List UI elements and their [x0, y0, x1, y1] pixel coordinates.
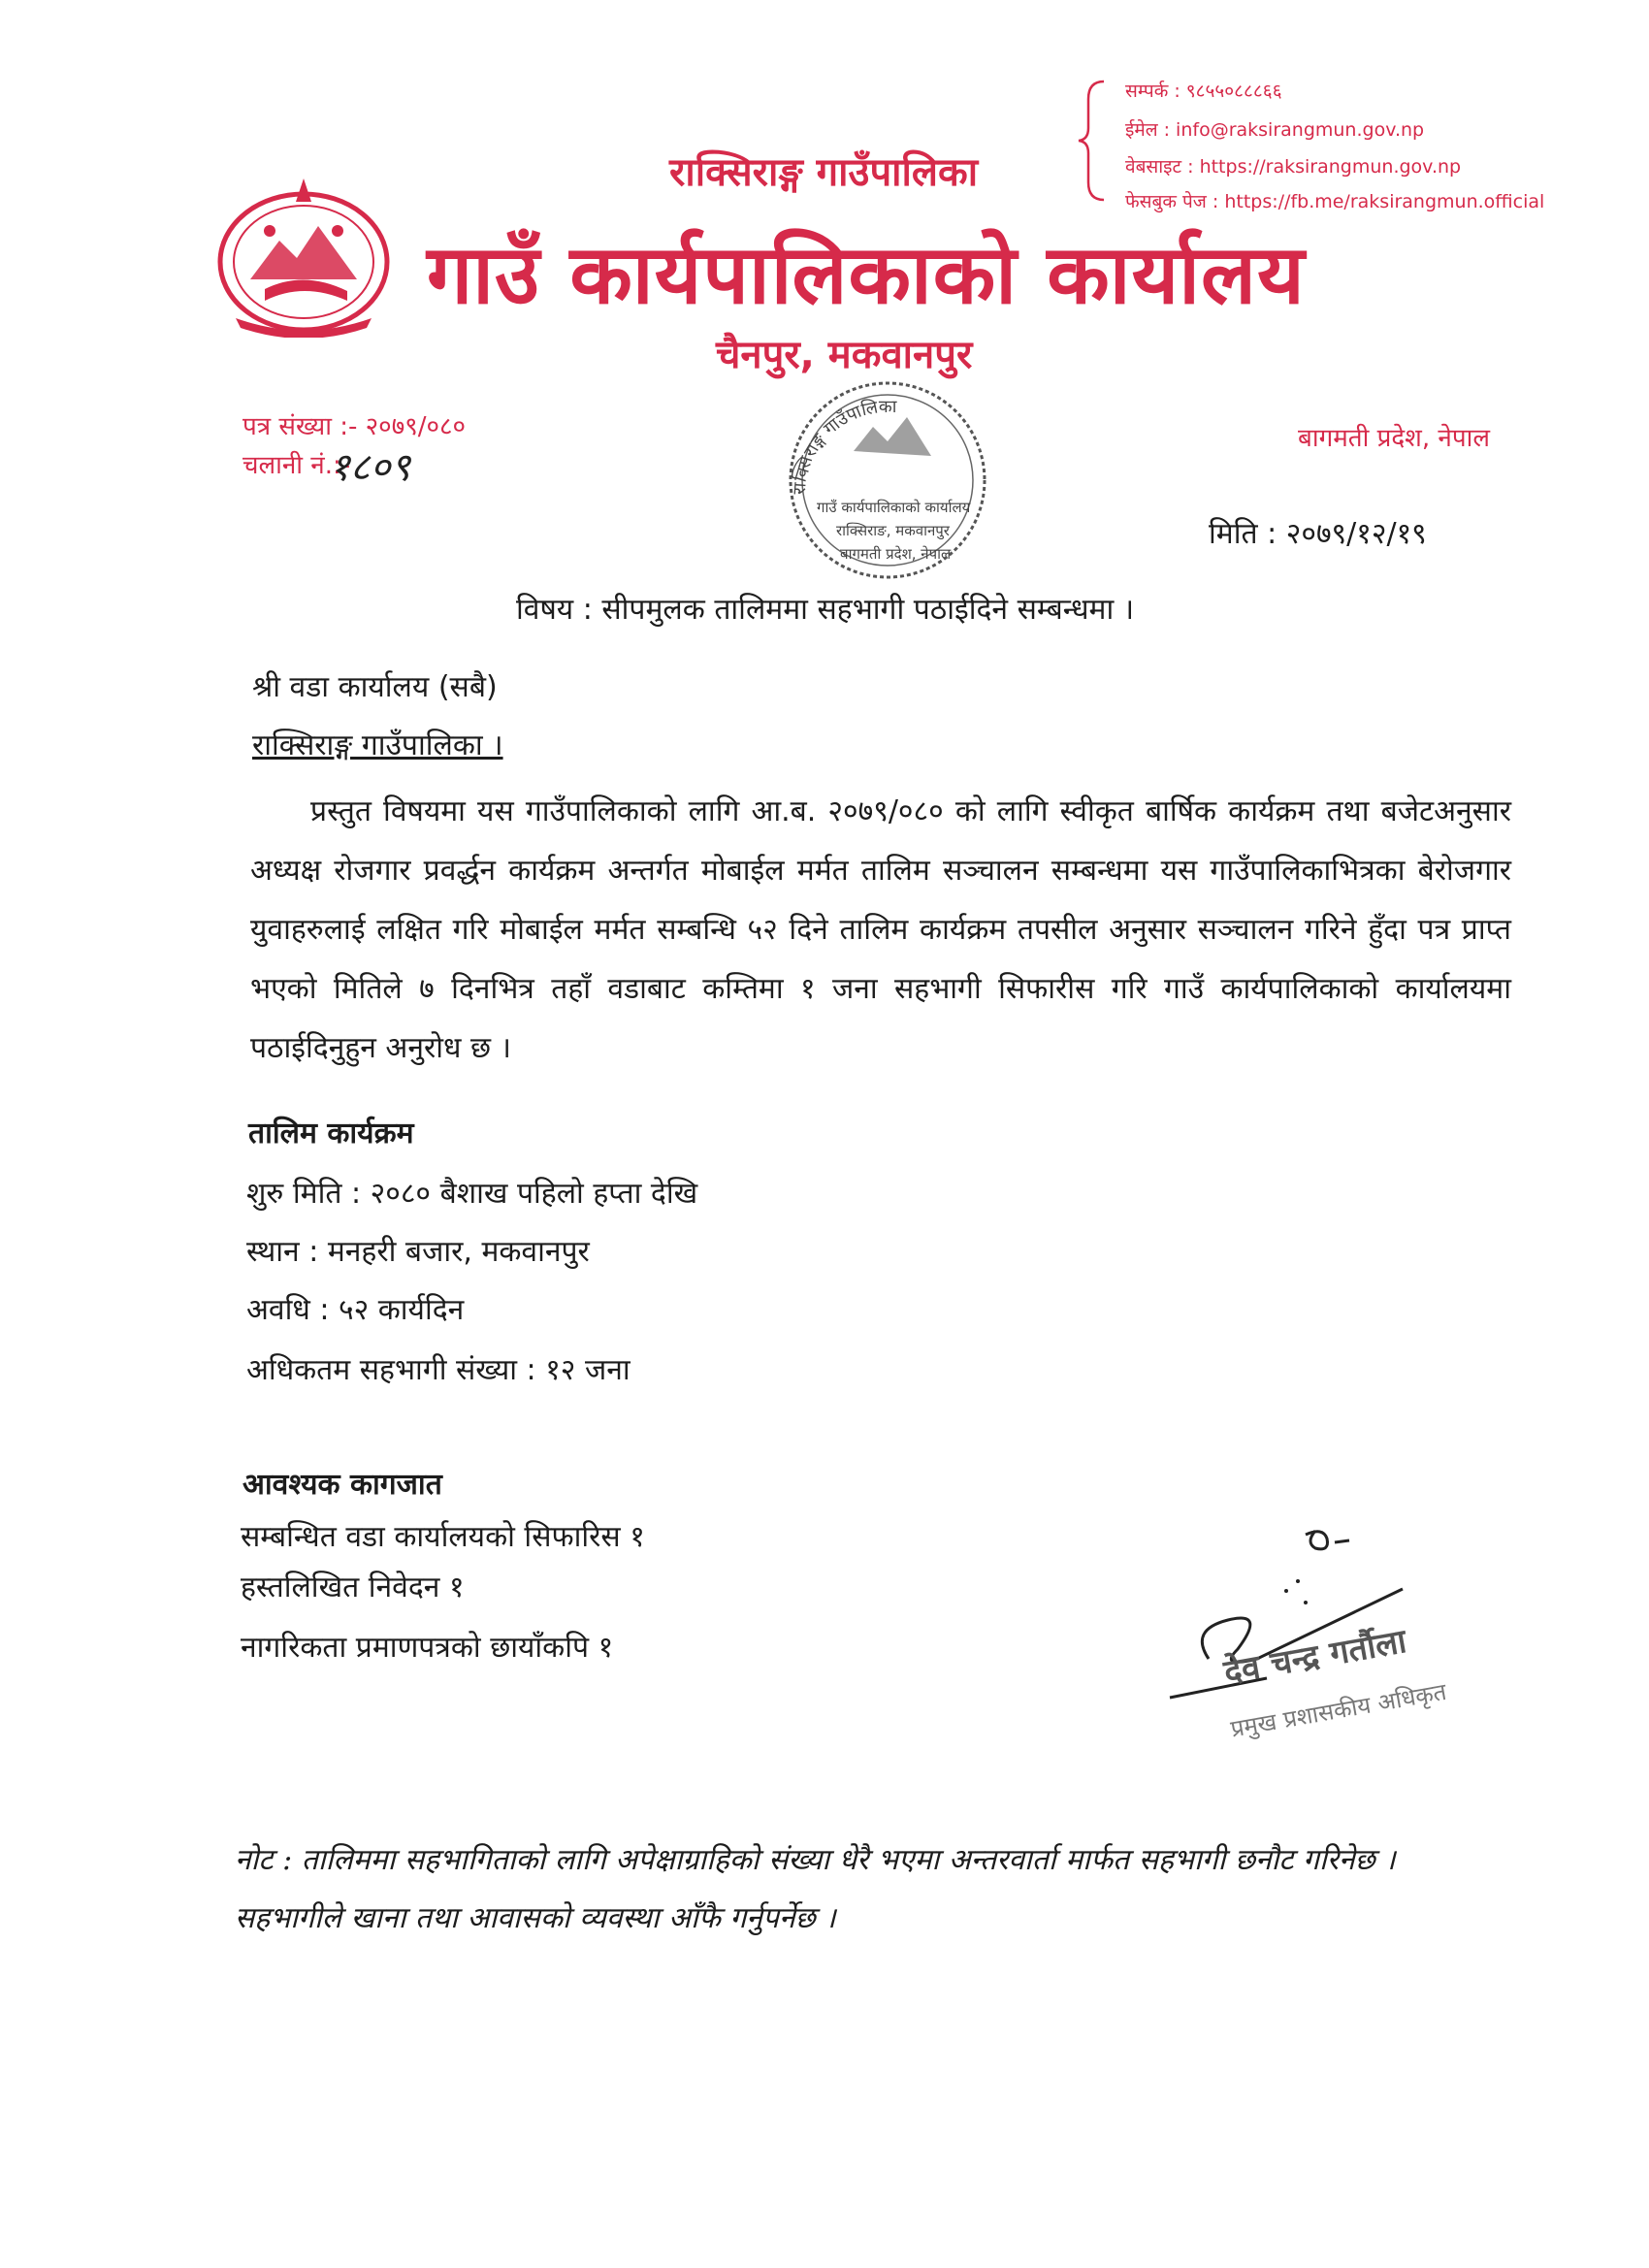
training-duration: अवधि : ५२ कार्यदिन — [246, 1293, 465, 1327]
contact-email: ईमेल : info@raksirangmun.gov.np — [1125, 119, 1425, 141]
province-name: बागमती प्रदेश, नेपाल — [1298, 424, 1490, 453]
signatory-name: देव चन्द्र गर्तौला — [1220, 1621, 1409, 1693]
office-seal-icon — [776, 369, 999, 592]
seal-text-4: बागमती प्रदेश, नेपाल — [840, 545, 952, 563]
municipality-name: राक्सिराङ्ग गाउँपालिका — [669, 150, 979, 195]
seal-text-3: राक्सिराङ, मकवानपुर — [836, 522, 950, 539]
letter-number: पत्र संख्या :- २०७९/०८० — [242, 412, 467, 441]
letter-subject: विषय : सीपमुलक तालिममा सहभागी पठाईदिने सम्बन्धमा । — [516, 593, 1135, 627]
document-item: सम्बन्धित वडा कार्यालयको सिफारिस १ — [241, 1520, 645, 1554]
dispatch-label: चलानी नं.:- — [242, 451, 351, 480]
addressee-line-1: श्री वडा कार्यालय (सबै) — [252, 670, 498, 704]
training-max-participants: अधिकतम सहभागी संख्या : १२ जना — [246, 1353, 630, 1387]
letter-date: मिति : २०७९/१२/१९ — [1209, 517, 1427, 551]
dispatch-number: १८०९ — [330, 445, 411, 490]
seal-text-1: राक्सिराङ्ग गाउँपालिका — [789, 396, 897, 496]
footer-note: नोट : तालिममा सहभागिताको लागि अपेक्षाग्राहिको संख्या धेरै भएमा अन्तरवार्ता मार्फत सहभागी छनौट गरिनेछ । सहभागीले खाना तथा आवासको व्यवस्था आँफै गर्नुपर्नेछ । — [235, 1843, 1396, 1935]
office-title: गाउँ कार्यपालिकाको कार्यालय — [427, 227, 1306, 322]
signatory-title: प्रमुख प्रशासकीय अधिकृत — [1228, 1677, 1449, 1743]
office-location: चैनपुर, मकवानपुर — [716, 333, 973, 377]
documents-heading: आवश्यक कागजात — [242, 1468, 442, 1502]
addressee-line-2: राक्सिराङ्ग गाउँपालिका । — [252, 729, 503, 762]
training-heading: तालिम कार्यक्रम — [248, 1117, 414, 1150]
contact-facebook: फेसबुक पेज : https://fb.me/raksirangmun.official — [1125, 191, 1545, 212]
seal-text-2: गाउँ कार्यपालिकाको कार्यालय — [817, 499, 971, 516]
contact-website: वेबसाइट : https://raksirangmun.gov.np — [1125, 156, 1462, 178]
brace-icon — [1075, 78, 1108, 204]
document-item: नागरिकता प्रमाणपत्रको छायाँकपि १ — [241, 1631, 614, 1665]
contact-phone: सम्पर्क : ९८५५०८८८६६ — [1125, 81, 1282, 102]
training-start-date: शुरु मिति : २०८० बैशाख पहिलो हप्ता देखि — [246, 1177, 698, 1211]
training-place: स्थान : मनहरी बजार, मकवानपुर — [246, 1235, 590, 1269]
document-item: हस्तलिखित निवेदन १ — [241, 1571, 465, 1604]
nepal-emblem-icon — [211, 173, 396, 338]
letter-body: प्रस्तुत विषयमा यस गाउँपालिकाको लागि आ.ब. २०७९/०८० को लागि स्वीकृत बार्षिक कार्यक्रम तथा बजेटअनुसार अध्यक्ष रोजगार प्रवर्द्धन कार्यक्रम अन्तर्गत मोबाईल मर्मत तालिम सञ्चालन सम्बन्धमा यस गाउँपालिकाभित्रका बेरोजगार युवाहरुलाई लक्षित गरि मोबाईल मर्मत सम्बन्धि ५२ दिने तालिम कार्यक्रम तपसील अनुसार सञ्चालन गरिने हुँदा पत्र प्राप्त भएको मितिले ७ दिनभित्र तहाँ वडाबाट कम्तिमा १ जना सहभागी सिफारीस गरि गाउँ कार्यपालिकाको कार्यालयमा पठाईदिनुहुन अनुरोध छ । — [250, 794, 1511, 1065]
